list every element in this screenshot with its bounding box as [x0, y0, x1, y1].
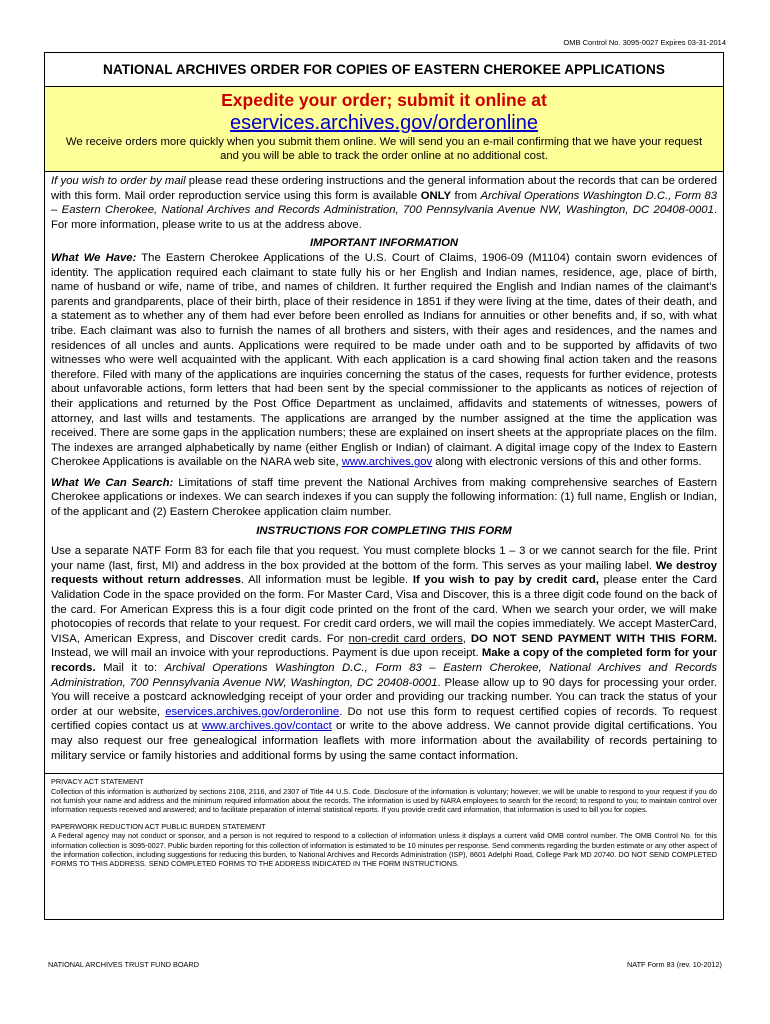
intro-text-3: . For more information, please write to us at the address above. [51, 204, 717, 231]
instr-text-2: . All information must be legible. [240, 574, 413, 587]
statements-section [45, 774, 723, 869]
paperwork-heading: PAPERWORK REDUCTION ACT PUBLIC BURDEN STATEMENT [51, 821, 266, 831]
what-we-have-tail: along with electronic versions of this and other forms. [432, 456, 702, 469]
banner-headline: Expedite your order; submit it online at [221, 90, 547, 110]
online-order-banner [45, 86, 723, 172]
instr-text-7: . Please allow up to 90 days for processing your order. You will receive a postcard acknowledging receipt of your order and providing our tracking number. You can track the status of your order at our website, [51, 676, 717, 718]
instr-underline-1: non-credit card orders [348, 632, 463, 645]
intro-only: ONLY [420, 189, 452, 202]
banner-text: We receive orders more quickly when you submit them online. We will send you an e-mail confirming that we have your request and you will be able to track the order online at no additional cost. [65, 136, 703, 162]
what-we-search-paragraph [51, 476, 717, 520]
footer-form-number: NATF Form 83 (rev. 10-2012) [626, 960, 722, 969]
instr-text-3: please enter the Card Validation Code in the space provided on the form. For Master Card, Visa and Discover, this is a three digit code found on the back of the card. For American Express this is a four digit code printed on the front of the card. When we search your order, we will make photocopies of records that relate to your request. For credit card orders, we will mail the copies immediately. We accept MasterCard, VISA, American Express, and Discover credit cards. For [51, 574, 717, 645]
footer-agency: NATIONAL ARCHIVES TRUST FUND BOARD [48, 960, 199, 969]
contact-link[interactable]: www.archives.gov/contact [201, 720, 332, 733]
instr-bold-1: We destroy requests without return addresses [51, 559, 717, 587]
important-heading: IMPORTANT INFORMATION [309, 237, 459, 250]
form-frame [44, 52, 724, 920]
instr-bold-2: If you wish to pay by credit card, [412, 574, 599, 587]
what-we-have-label: What We Have: [51, 251, 137, 264]
intro-text-2: from [451, 189, 481, 202]
instr-text-4: , [462, 632, 471, 645]
instr-bold-3: DO NOT SEND PAYMENT WITH THIS FORM. [470, 632, 717, 645]
instructions-paragraph [51, 544, 717, 763]
form-body [45, 172, 723, 763]
paperwork-text: A Federal agency may not conduct or sponsor, and a person is not required to respond to a collection of information unless it displays a current valid OMB control number. The OMB Control No. for this information collection is 3095-0027. Public burden reporting for this collection of information is estimated to be 10 minutes per response. Send comments regarding the burden estimate or any other aspect of the information collection, including suggestions for reducing this burden, to National Archives and Records Administration (ISP), 8601 Adelphi Road, College Park MD 20740. DO NOT SEND COMPLETED FORMS TO THIS ADDRESS. SEND COMPLETED FORMS TO THE ADDRESS INDICATED IN THE FORM INSTRUCTIONS. [51, 831, 717, 869]
instr-text-9: or write to the above address. We cannot provide digital certifications. You may also request our free genealogical information leaflets with more information about the availability of records pertaining to military service or family histories and additional forms by using the same contact information. [51, 720, 717, 762]
what-we-search-label: What We Can Search: [51, 476, 174, 489]
instr-text-6: Mail it to: [95, 662, 165, 674]
archives-link[interactable]: www.archives.gov [341, 456, 433, 469]
intro-text-1: please read these ordering instructions and the general information about the records that can be ordered with this form. Mail order reproduction service using this form is available [51, 175, 717, 202]
instr-text-1: Use a separate NATF Form 83 for each file that you request. You must complete blocks 1 – 3 or we cannot search for the file. Print your name (last, first, MI) and address in the box provided at the bottom of the form. This serves as your mailing label. [51, 545, 717, 572]
form-title: NATIONAL ARCHIVES ORDER FOR COPIES OF EASTERN CHEROKEE APPLICATIONS [103, 62, 665, 77]
privacy-heading: PRIVACY ACT STATEMENT [51, 777, 144, 787]
order-online-link[interactable]: eservices.archives.gov/orderonline [230, 112, 538, 134]
instr-bold-4: Make a copy of the completed form for your records. [51, 647, 717, 674]
intro-paragraph [51, 174, 717, 232]
instr-text-5: Instead, we will mail an invoice with your reproductions. Payment is due upon receipt. [51, 647, 482, 660]
instr-text-8: . Do not use this form to request certified copies of records. To request certified copies contact us at [51, 705, 717, 733]
privacy-text: Collection of this information is authorized by sections 2108, 2116, and 2307 of Title 44 U.S. Code. Disclosure of the information is voluntary; however, we will be unable to respond to your request if you do not furnish your name and address and the minimum required information about the records. The information is used by NARA employees to search for the record; to respond to you; to maintain control over information requests received and answered; and to facilitate preparation of internal statistical reports. If you provide credit card information, that information is used to bill you for copies. [51, 786, 717, 815]
intro-lead: If you wish to order by mail [51, 175, 186, 187]
what-we-have-text: The Eastern Cherokee Applications of the U.S. Court of Claims, 1906-09 (M1104) contain sworn evidences of identity. The application required each claimant to state fully his or her English and Indian names, residence, age, place of birth, name of husband or wife, name of tribe, and names of children. It further required the English and Indian names of the claimant's parents and grandparents, place of their birth, place of their residence in 1851 if they were living at the time, dates of their death, and a statement as to whether any of them had ever before been enrolled as Indians for annuities or other benefits and, if so, with what tribe. Each claimant was also to furnish the names of all brothers and sisters, with their ages and residences, and the names and residences of all uncles and aunts. Applications were required to be made under oath and to be supported by affidavits of two witnesses who were well acquainted with the applicant. With each application is a card showing final action taken and the reasons therefore. Filed with many of the applications are inquiries concerning the status of the cases, requests for further evidence, protests about unfavorable actions, form letters that had been sent by the special commissioner to the applicants as notices of rejection of their applications and returned by the Post Office Department as unclaimed, affidavits and statements of witnesses, powers of attorney, and last wills and testaments. The applications are arranged by the number assigned at the time the application was received. There are some gaps in the application numbers; these are explained on insert sheets at the appropriate places on the film. The indexes are arranged alphabetically by name (either English or Indian) of claimant. A digital image copy of the Index to Eastern Cherokee Applications is available on the NARA web site, [51, 251, 717, 469]
what-we-have-paragraph [51, 251, 717, 470]
order-online-text-link[interactable]: eservices.archives.gov/orderonline [165, 705, 340, 718]
instr-address: Archival Operations Washington D.C., Form 83 – Eastern Cherokee, National Archives and Records Administration, 700 Pennsylvania Avenue NW, Washington, DC 20408-0001 [51, 662, 717, 689]
intro-address: Archival Operations Washington D.C., Form 83 – Eastern Cherokee, National Archives and Records Administration, 700 Pennsylvania Avenue NW, Washington, DC 20408-0001 [51, 189, 717, 217]
what-we-search-text: Limitations of staff time prevent the National Archives from making comprehensive searches of Eastern Cherokee applications or indexes. We can search indexes if you can supply the following information: (1) full name, English or Indian, of the applicant and (2) Eastern Cherokee application claim number. [51, 476, 717, 519]
omb-control-number: OMB Control No. 3095-0027 Expires 03-31-2014 [563, 38, 726, 47]
instructions-heading: INSTRUCTIONS FOR COMPLETING THIS FORM [256, 524, 512, 537]
